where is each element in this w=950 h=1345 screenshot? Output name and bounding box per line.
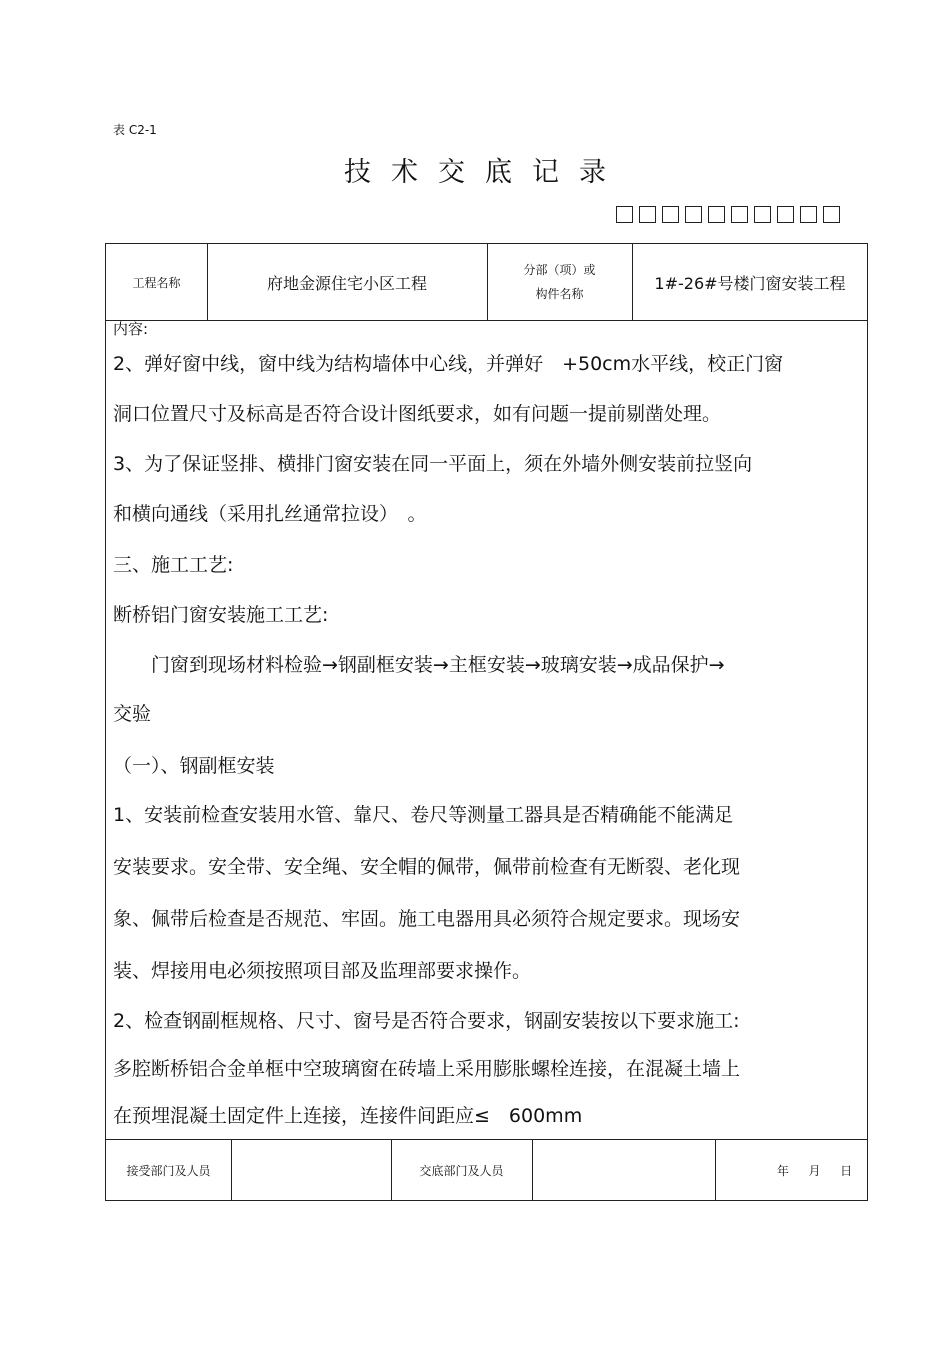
- content-line: 装、焊接用电必须按照项目部及监理部要求操作。: [113, 960, 532, 982]
- content-area: [113, 320, 858, 1138]
- record-number-boxes: [616, 206, 840, 223]
- number-box: [731, 206, 748, 223]
- number-box: [823, 206, 840, 223]
- content-line: 洞口位置尺寸及标高是否符合设计图纸要求，如有问题一提前剔凿处理。: [113, 403, 722, 425]
- content-line: 多腔断桥铝合金单框中空玻璃窗在砖墙上采用膨胀螺栓连接，在混凝土墙上: [113, 1058, 741, 1080]
- date-year-label: 年: [776, 1163, 789, 1178]
- number-box: [685, 206, 702, 223]
- number-box: [639, 206, 656, 223]
- project-name-value: 府地金源住宅小区工程: [266, 273, 427, 293]
- content-line: 三、施工工艺:: [113, 554, 234, 576]
- number-box: [708, 206, 725, 223]
- discloser-field[interactable]: [532, 1139, 715, 1201]
- number-box: [662, 206, 679, 223]
- number-box: [800, 206, 817, 223]
- content-line: （一）、钢副框安装: [113, 755, 275, 777]
- disclosure-table: [105, 243, 868, 1201]
- content-line: 象、佩带后检查是否规范、牢固。施工电器用具必须符合规定要求。现场安: [113, 908, 741, 930]
- division-label: [487, 244, 632, 320]
- project-name-label: 工程名称: [132, 275, 181, 290]
- discloser-label: 交底部门及人员: [419, 1163, 504, 1178]
- content-line: 在预埋混凝土固定件上连接，连接件间距应≤ 600mm: [113, 1105, 583, 1127]
- content-line: 3、为了保证竖排、横排门窗安装在同一平面上，须在外墙外侧安装前拉竖向: [113, 453, 753, 475]
- content-line: 断桥铝门窗安装施工工艺:: [113, 604, 329, 626]
- number-box: [777, 206, 794, 223]
- receiver-field[interactable]: [231, 1139, 391, 1201]
- form-code: 表 C2-1: [113, 123, 157, 137]
- receiver-label: 接受部门及人员: [126, 1163, 211, 1178]
- number-box: [754, 206, 771, 223]
- date-field[interactable]: [715, 1139, 868, 1201]
- content-line: 2、检查钢副框规格、尺寸、窗号是否符合要求，钢副安装按以下要求施工:: [113, 1010, 740, 1032]
- division-label-line-2: 构件名称: [535, 287, 584, 301]
- document-title: 技术交底记录: [344, 157, 626, 188]
- number-box: [616, 206, 633, 223]
- content-line: 门窗到现场材料检验→钢副框安装→主框安装→玻璃安装→成品保护→: [113, 654, 725, 676]
- date-month-label: 月: [808, 1163, 821, 1178]
- content-label: 内容:: [113, 320, 149, 338]
- content-line: 2、弹好窗中线，窗中线为结构墙体中心线，并弹好 +50cm水平线，校正门窗: [113, 353, 784, 375]
- content-line: 交验: [113, 703, 152, 725]
- division-label-line-1: 分部（项）或: [523, 263, 596, 277]
- content-line: 安装要求。安全带、安全绳、安全帽的佩带，佩带前检查有无断裂、老化现: [113, 856, 741, 878]
- content-line: 和横向通线（采用扎丝通常拉设） 。: [113, 503, 427, 525]
- date-day-label: 日: [840, 1163, 853, 1178]
- division-value: 1#-26#号楼门窗安装工程: [654, 273, 846, 293]
- content-line: 1、安装前检查安装用水管、靠尺、卷尺等测量工器具是否精确能不能满足: [113, 804, 734, 826]
